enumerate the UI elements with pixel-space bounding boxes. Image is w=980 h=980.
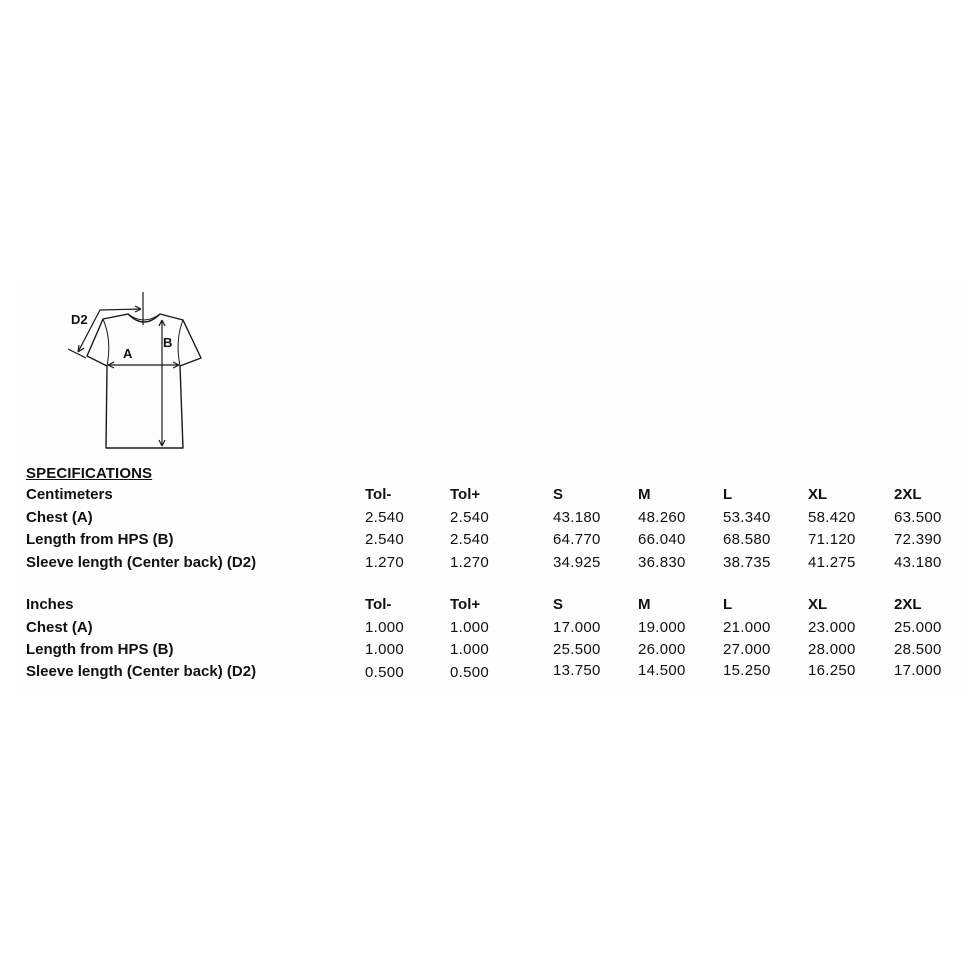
table-cell: 0.500 [365,664,405,681]
table-cell: 64.770 [553,531,601,548]
table-cell: 63.500 [894,509,942,526]
header-cell: M [638,596,651,613]
table-cell: 2.540 [365,531,405,548]
table-cell: 1.000 [365,641,405,658]
table-cell: 58.420 [808,509,856,526]
header-cell: S [553,486,564,503]
table-cell: 17.000 [553,619,601,636]
table-cell: 66.040 [638,531,686,548]
header-cell: Tol+ [450,486,481,503]
table-cell: 1.000 [450,619,490,636]
table-cell: 68.580 [723,531,771,548]
table-cell: 28.500 [894,641,942,658]
table-cell: 1.270 [450,554,490,571]
table-cell: 41.275 [808,554,856,571]
header-cell: XL [808,596,828,613]
table-cell: 0.500 [450,664,490,681]
row-label: Sleeve length (Center back) (D2) [26,663,257,680]
table-cell: 28.000 [808,641,856,658]
d2-label: D2 [71,312,88,327]
table-cell: 13.750 [553,662,601,679]
a-label: A [123,346,133,361]
table-cell: 1.000 [365,619,405,636]
table-cell: 36.830 [638,554,686,571]
table-cell: 71.120 [808,531,856,548]
specifications-heading: SPECIFICATIONS [26,465,153,482]
table-cell: 2.540 [450,509,490,526]
table-cell: 43.180 [894,554,942,571]
table-cell: 1.000 [450,641,490,658]
table-cell: 2.540 [365,509,405,526]
table-cell: 72.390 [894,531,942,548]
table-cell: 16.250 [808,662,856,679]
unit-label: Centimeters [26,486,113,503]
table-cell: 25.500 [553,641,601,658]
row-label: Chest (A) [26,619,93,636]
table-cell: 21.000 [723,619,771,636]
header-cell: L [723,486,733,503]
header-cell: Tol- [365,596,392,613]
table-cell: 48.260 [638,509,686,526]
row-label: Sleeve length (Center back) (D2) [26,554,257,571]
table-cell: 27.000 [723,641,771,658]
header-cell: 2XL [894,486,922,503]
table-cell: 43.180 [553,509,601,526]
table-cell: 1.270 [365,554,405,571]
header-cell: L [723,596,733,613]
row-label: Chest (A) [26,509,93,526]
table-cell: 38.735 [723,554,771,571]
header-cell: 2XL [894,596,922,613]
table-cell: 26.000 [638,641,686,658]
row-label: Length from HPS (B) [26,641,174,658]
header-cell: Tol+ [450,596,481,613]
row-label: Length from HPS (B) [26,531,174,548]
unit-label: Inches [26,596,74,613]
table-cell: 25.000 [894,619,942,636]
header-cell: XL [808,486,828,503]
tshirt-measurement-diagram [60,290,210,455]
table-cell: 17.000 [894,662,942,679]
header-cell: M [638,486,651,503]
table-cell: 2.540 [450,531,490,548]
header-cell: Tol- [365,486,392,503]
table-cell: 19.000 [638,619,686,636]
table-cell: 53.340 [723,509,771,526]
b-label: B [163,335,173,350]
table-cell: 34.925 [553,554,601,571]
table-cell: 14.500 [638,662,686,679]
table-cell: 15.250 [723,662,771,679]
header-cell: S [553,596,564,613]
table-cell: 23.000 [808,619,856,636]
